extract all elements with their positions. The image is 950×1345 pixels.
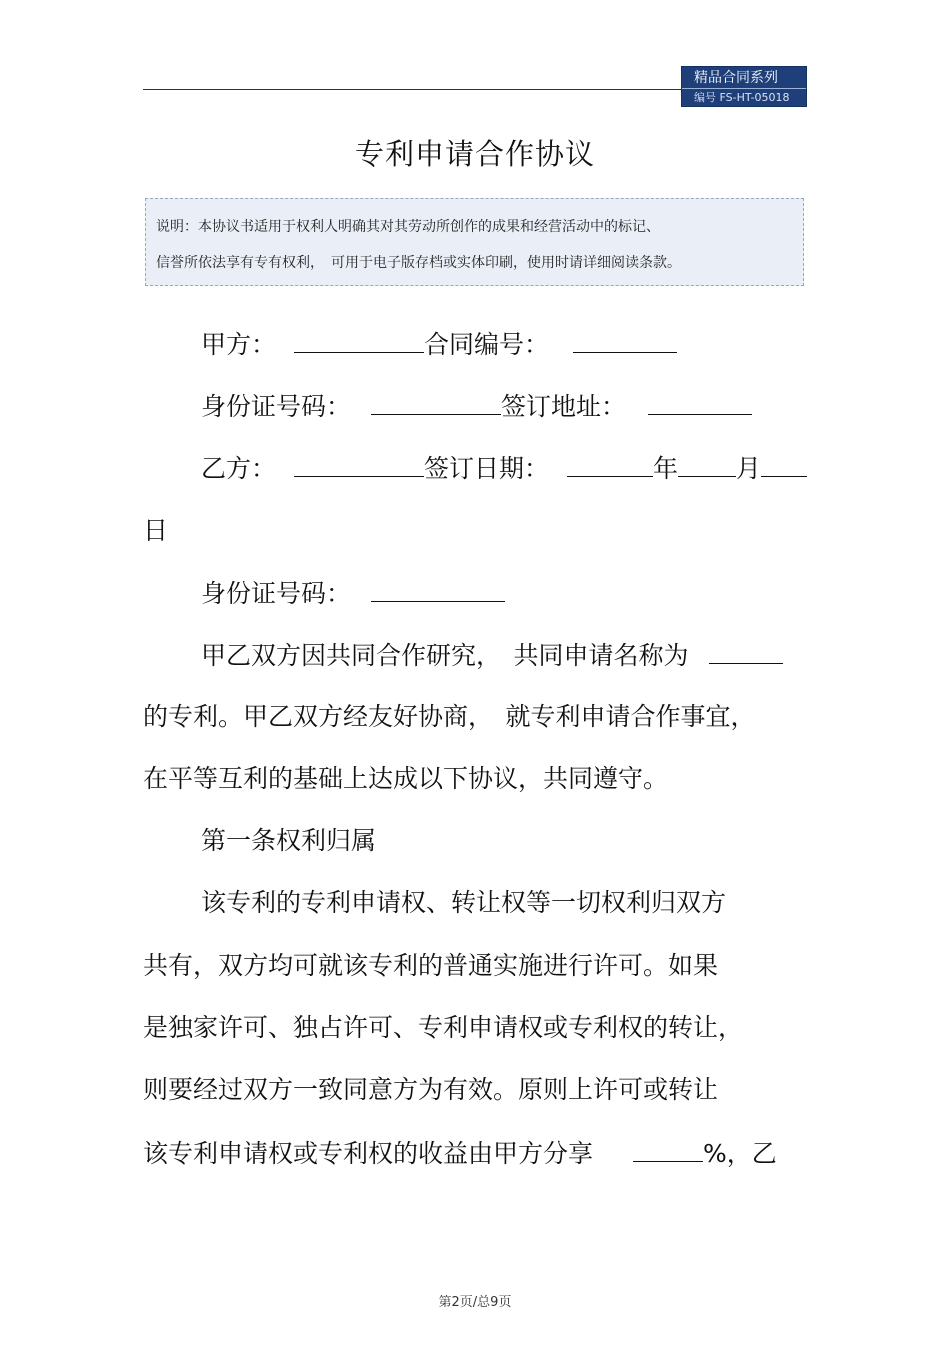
id-b-row	[201, 575, 881, 612]
sign-date-label: 签订日期：	[424, 454, 550, 483]
contract-no-label: 合同编号：	[424, 330, 550, 359]
para1-line-1-text: 甲乙双方因共同合作研究， 共同申请名称为	[201, 641, 689, 670]
id-b-label: 身份证号码：	[201, 579, 352, 608]
usage-note	[145, 198, 804, 286]
party-a-label: 甲方：	[201, 330, 277, 359]
header-divider	[143, 89, 683, 90]
party-a-row	[201, 326, 881, 363]
para2-line-5	[143, 1135, 823, 1172]
party-b-label: 乙方：	[201, 454, 277, 483]
para2-line-3: 是独家许可、独占许可、专利申请权或专利权的转让，	[143, 1013, 744, 1042]
day-label: 日	[143, 516, 169, 545]
para1-line-3: 在平等互利的基础上达成以下协议，共同遵守。	[143, 764, 669, 793]
page-number: 第2页/总9页	[438, 1295, 512, 1310]
id-b-blank	[371, 575, 505, 602]
para2-line-4: 则要经过双方一致同意方为有效。原则上许可或转让	[143, 1075, 719, 1104]
share-percent-blank	[633, 1135, 703, 1162]
id-a-label: 身份证号码：	[201, 392, 352, 421]
month-label: 月	[736, 454, 762, 483]
contract-no-blank	[573, 326, 677, 353]
patent-name-blank	[709, 637, 783, 664]
party-b-row	[201, 450, 881, 487]
para1-line-1	[201, 637, 881, 674]
series-label: 精品合同系列	[682, 67, 806, 89]
party-a-blank	[294, 326, 424, 353]
note-line-1: 说明：本协议书适用于权利人明确其对其劳动所创作的成果和经营活动中的标记、	[156, 219, 660, 235]
article1-heading: 第一条权利归属	[201, 826, 377, 855]
year-blank	[567, 450, 653, 477]
note-line-2: 信誉所依法享有专有权利， 可用于电子版存档或实体印刷，使用时请详细阅读条款。	[156, 255, 681, 271]
document-code: 编号 FS-HT-05018	[694, 91, 790, 104]
para2-line-1: 该专利的专利申请权、转让权等一切权利归双方	[201, 888, 727, 917]
para2-line-5-tail: %，乙	[703, 1139, 777, 1168]
document-title: 专利申请合作协议	[354, 137, 595, 171]
day-blank	[761, 450, 807, 477]
sign-address-label: 签订地址：	[501, 392, 627, 421]
para2-line-2: 共有，双方均可就该专利的普通实施进行许可。如果	[143, 951, 719, 980]
year-label: 年	[653, 454, 679, 483]
party-b-blank	[294, 450, 424, 477]
month-blank	[678, 450, 736, 477]
para2-line-5-text: 该专利申请权或专利权的收益由甲方分享	[143, 1139, 594, 1168]
para1-line-2: 的专利。甲乙双方经友好协商， 就专利申请合作事宜，	[143, 702, 756, 731]
id-a-blank	[371, 388, 501, 415]
series-badge	[681, 66, 807, 107]
id-a-row	[201, 388, 881, 425]
sign-address-blank	[648, 388, 752, 415]
